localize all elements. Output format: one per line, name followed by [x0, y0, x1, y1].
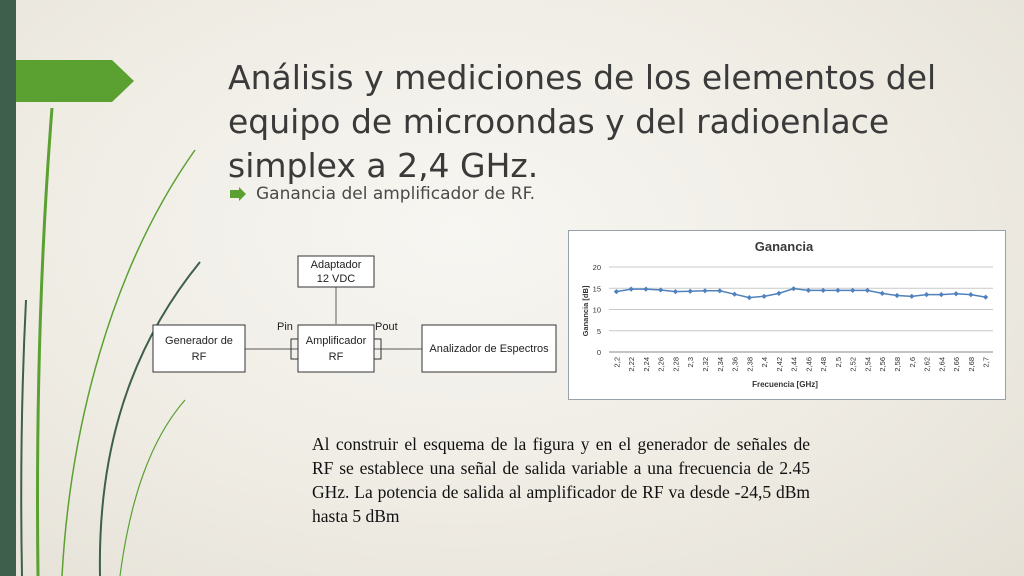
arrow-bullet-icon: [230, 187, 246, 201]
gain-chart: [568, 230, 1006, 400]
chart-x-tick-label: 2,24: [641, 357, 651, 372]
chart-data-point: [939, 292, 944, 297]
chart-x-tick-label: 2,32: [701, 357, 710, 372]
chart-x-tick-label: 2,62: [922, 357, 932, 372]
chart-y-axis-label: Ganancia [dB]: [581, 285, 590, 337]
chart-data-point: [791, 286, 796, 291]
pout-label: Pout: [375, 321, 398, 333]
adapter-block: [298, 256, 374, 287]
chart-data-point: [614, 289, 619, 294]
gain-chart-svg: [569, 231, 1005, 399]
chart-y-tick-label: 15: [592, 284, 601, 294]
bullet-item: [230, 184, 535, 204]
analyzer-block: [422, 325, 556, 372]
generator-block: [153, 325, 245, 372]
chart-x-tick-label: 2,64: [937, 357, 947, 372]
chart-data-point: [880, 291, 885, 296]
chart-x-tick-label: 2,44: [789, 357, 799, 372]
left-accent-bar: [0, 0, 16, 576]
chart-title: Ganancia: [754, 239, 814, 254]
pin-label: Pin: [277, 321, 293, 333]
chart-data-point: [629, 287, 634, 292]
chart-data-point: [673, 289, 678, 294]
chart-x-tick-label: 2,2: [612, 357, 622, 368]
chart-x-tick-label: 2,46: [804, 357, 814, 372]
chart-data-point: [909, 294, 914, 299]
analyzer-label: Analizador de Espectros: [429, 343, 549, 355]
chart-x-tick-label: 2,26: [656, 357, 666, 372]
generator-label-line: Generador de: [165, 335, 233, 347]
chart-x-tick-label: 2,36: [730, 357, 740, 372]
slide-title: [228, 56, 988, 188]
chart-x-tick-label: 2,5: [833, 357, 843, 368]
description-paragraph: Al construir el esquema de la figura y en el generador de señales de RF se establece una señal de salida variable a una frecuencia de 2.45 GHz. La potencia de salida al amplificador de RF va desde -24,5 dBm hasta 5 dBm: [312, 434, 810, 526]
chart-x-tick-label: 2,42: [774, 357, 784, 372]
title-line: simplex a 2,4 GHz.: [228, 146, 539, 185]
chart-y-tick-label: 0: [596, 348, 601, 357]
chart-x-tick-label: 2,66: [952, 357, 962, 372]
title-line: equipo de microondas y del radioenlace: [228, 102, 890, 141]
chart-data-point: [953, 291, 958, 296]
amplifier-label-line: RF: [328, 351, 344, 363]
amplifier-block: [298, 325, 374, 372]
chart-data-point: [747, 295, 752, 300]
chart-series-line: [616, 289, 985, 298]
chart-x-tick-label: 2,7: [981, 357, 991, 368]
chart-x-tick-label: 2,54: [863, 357, 873, 372]
adapter-label-line: Adaptador: [310, 259, 362, 271]
chart-x-tick-label: 2,34: [715, 357, 725, 372]
adapter-label-line: 12 VDC: [316, 273, 356, 285]
chart-data-point: [643, 287, 648, 292]
bullet-text: Ganancia del amplificador de RF.: [256, 184, 536, 204]
title-line: Análisis y mediciones de los elementos del: [228, 58, 937, 97]
chart-x-tick-label: 2,28: [671, 357, 681, 372]
chart-x-tick-label: 2,48: [819, 357, 829, 372]
chart-y-tick-label: 20: [592, 263, 601, 272]
chart-x-tick-label: 2,52: [848, 357, 858, 372]
chart-data-point: [732, 292, 737, 297]
chart-x-axis-label: Frecuencia [GHz]: [752, 380, 818, 389]
chart-x-tick-label: 2,68: [966, 357, 976, 372]
chart-x-tick-label: 2,22: [627, 357, 637, 372]
chart-data-point: [761, 294, 766, 299]
chart-x-tick-label: 2,6: [907, 357, 917, 368]
chart-x-tick-label: 2,3: [686, 357, 696, 368]
amplifier-label-line: Amplificador: [305, 335, 367, 347]
block-diagram: [150, 250, 570, 380]
chart-data-point: [702, 288, 707, 293]
chart-y-tick-label: 10: [592, 305, 601, 315]
chart-x-tick-label: 2,4: [760, 357, 770, 368]
chart-data-point: [688, 289, 693, 294]
chart-data-point: [717, 288, 722, 293]
chart-x-tick-label: 2,58: [893, 357, 902, 372]
chart-x-tick-label: 2,56: [878, 357, 888, 372]
chart-data-point: [776, 291, 781, 296]
chart-data-point: [968, 292, 973, 297]
chart-y-tick-label: 5: [596, 326, 601, 336]
chart-data-point: [983, 295, 988, 300]
chart-data-point: [894, 293, 899, 298]
chart-x-tick-label: 2,38: [745, 357, 755, 372]
generator-label-line: RF: [191, 351, 207, 363]
chart-data-point: [924, 292, 929, 297]
